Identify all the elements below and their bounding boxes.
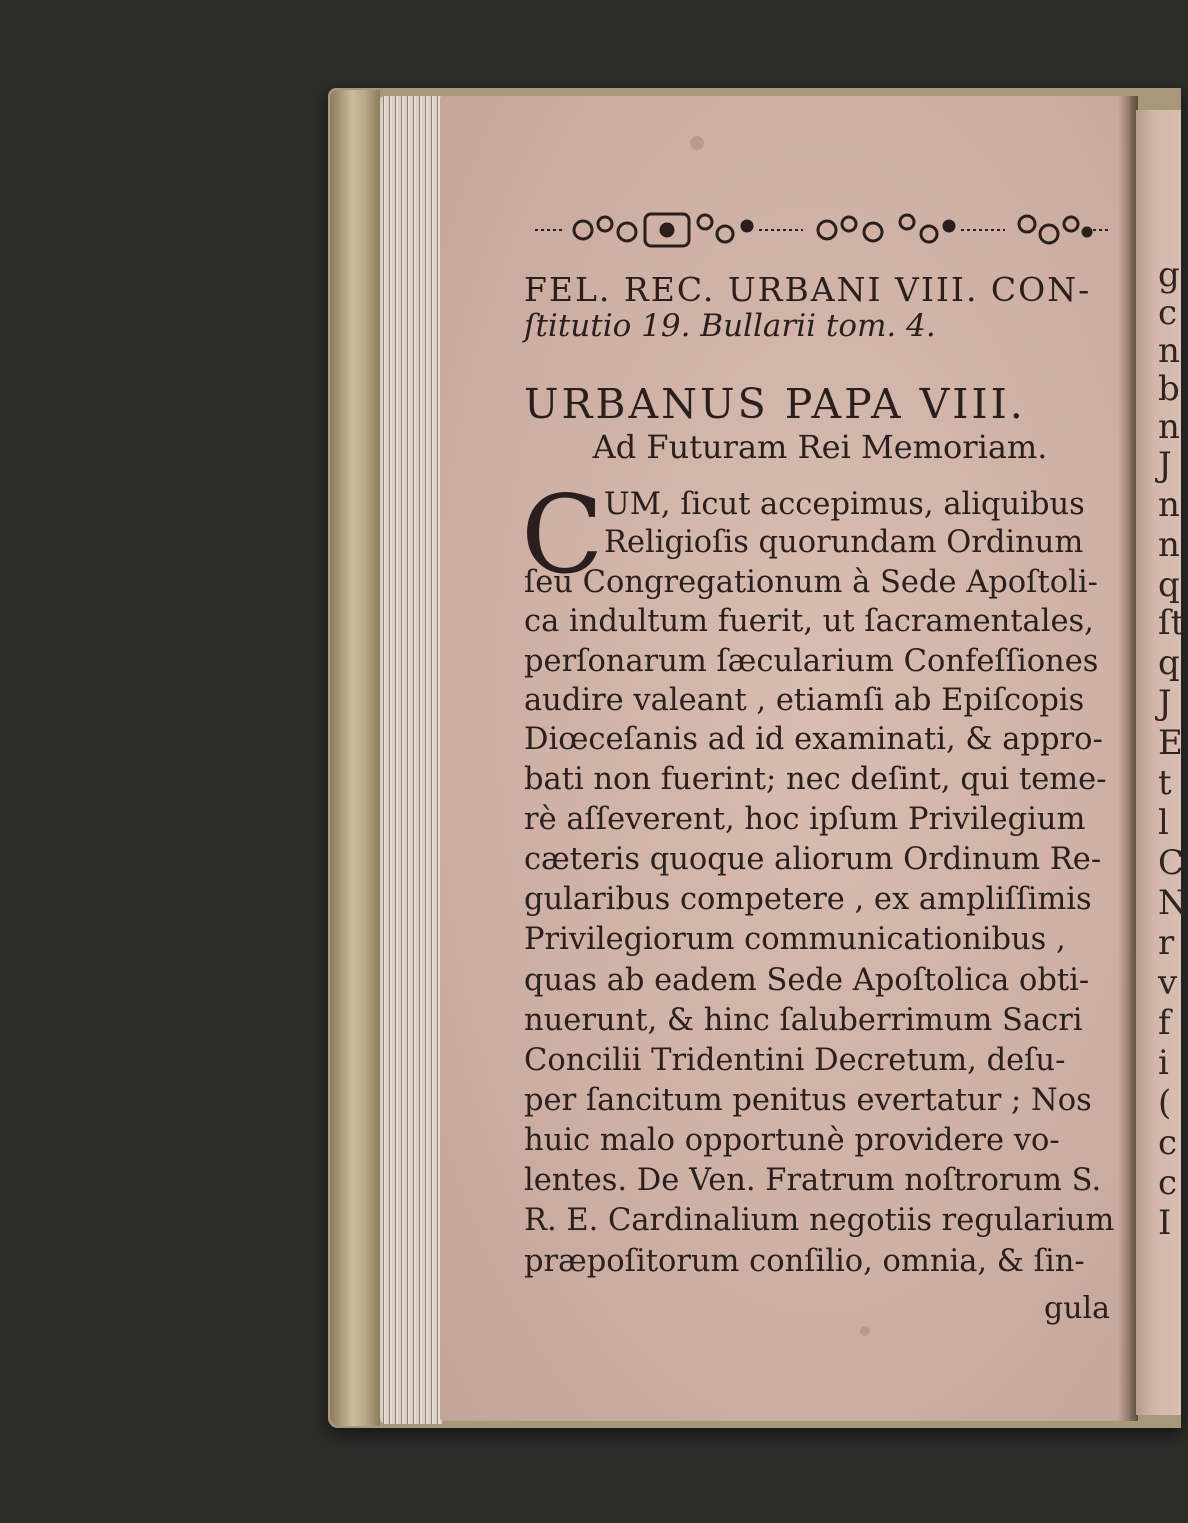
facing-fragment: c	[1158, 1123, 1178, 1163]
text-line: ſeu Congregationum à Sede Apoſtoli-	[524, 565, 1098, 600]
facing-page	[1136, 110, 1188, 1415]
facing-fragment: C	[1158, 843, 1185, 883]
page-gutter	[1118, 96, 1138, 1421]
text-line: ca indultum fuerit, ut ſacramentales,	[524, 604, 1094, 639]
facing-fragment: J	[1158, 445, 1172, 485]
facing-fragment: l	[1158, 803, 1169, 843]
facing-fragment: r	[1158, 923, 1175, 963]
facing-fragment: ſt	[1158, 603, 1185, 643]
text-line: Religioſis quorundam Ordinum	[604, 525, 1084, 560]
text-line: gularibus competere , ex ampliſſimis	[524, 882, 1092, 917]
facing-fragment: i	[1158, 1043, 1169, 1083]
text-line: Privilegiorum communicationibus ,	[524, 922, 1066, 957]
text-line: R. E. Cardinalium negotiis regularium	[524, 1203, 1115, 1238]
facing-fragment: q	[1158, 565, 1180, 605]
facing-fragment: J	[1158, 683, 1172, 723]
text-line: per ſancitum penitus evertatur ; Nos	[524, 1083, 1092, 1118]
catchword: gula	[1044, 1291, 1111, 1326]
facing-fragment: c	[1158, 293, 1178, 333]
drop-cap: C	[521, 473, 604, 598]
text-line: bati non fuerint; nec deſint, qui teme-	[524, 762, 1107, 797]
book-spine	[330, 90, 380, 1426]
text-line: audire valeant , etiamſi ab Epiſcopis	[524, 683, 1085, 718]
facing-fragment: t	[1158, 763, 1172, 803]
page-subtitle: Ad Futuram Rei Memoriam.	[592, 428, 1048, 466]
facing-fragment: q	[1158, 643, 1180, 683]
constitution-heading: FEL. REC. URBANI VIII. CON-	[524, 270, 1092, 309]
text-line: lentes. De Ven. Fratrum noſtrorum S.	[524, 1163, 1102, 1198]
ornament-band	[535, 206, 1110, 252]
text-line: Diœceſanis ad id examinati, & appro-	[524, 722, 1103, 757]
facing-fragment: n	[1158, 485, 1180, 525]
facing-fragment: E	[1158, 723, 1183, 763]
facing-fragment: g	[1158, 255, 1180, 295]
facing-fragment: f	[1158, 1003, 1171, 1043]
facing-fragment: v	[1158, 963, 1178, 1003]
page-title: URBANUS PAPA VIII.	[524, 380, 1026, 428]
facing-fragment: n	[1158, 331, 1180, 371]
page-edges	[380, 96, 442, 1424]
facing-fragment: n	[1158, 525, 1180, 565]
text-line: UM, ſicut accepimus, aliquibus	[604, 487, 1085, 522]
facing-fragment: I	[1158, 1203, 1172, 1243]
text-line: cæteris quoque aliorum Ordinum Re-	[524, 842, 1102, 877]
facing-fragment: b	[1158, 369, 1180, 409]
text-line: rè aſſeverent, hoc ipſum Privilegium	[524, 802, 1086, 837]
text-line: præpoſitorum conſilio, omnia, & ſin-	[524, 1244, 1085, 1279]
text-line: quas ab eadem Sede Apoſtolica obti-	[524, 963, 1090, 998]
facing-fragment: c	[1158, 1163, 1178, 1203]
facing-fragment: n	[1158, 407, 1180, 447]
text-line: nuerunt, & hinc ſaluberrimum Sacri	[524, 1003, 1083, 1038]
text-line: Concilii Tridentini Decretum, deſu-	[524, 1043, 1066, 1078]
text-line: perſonarum ſæcularium Confeſſiones	[524, 644, 1099, 679]
text-line: huic malo opportunè providere vo-	[524, 1123, 1060, 1158]
facing-fragment: (	[1158, 1083, 1172, 1123]
constitution-reference: ſtitutio 19. Bullarii tom. 4.	[524, 308, 936, 344]
facing-fragment: N	[1158, 883, 1188, 923]
